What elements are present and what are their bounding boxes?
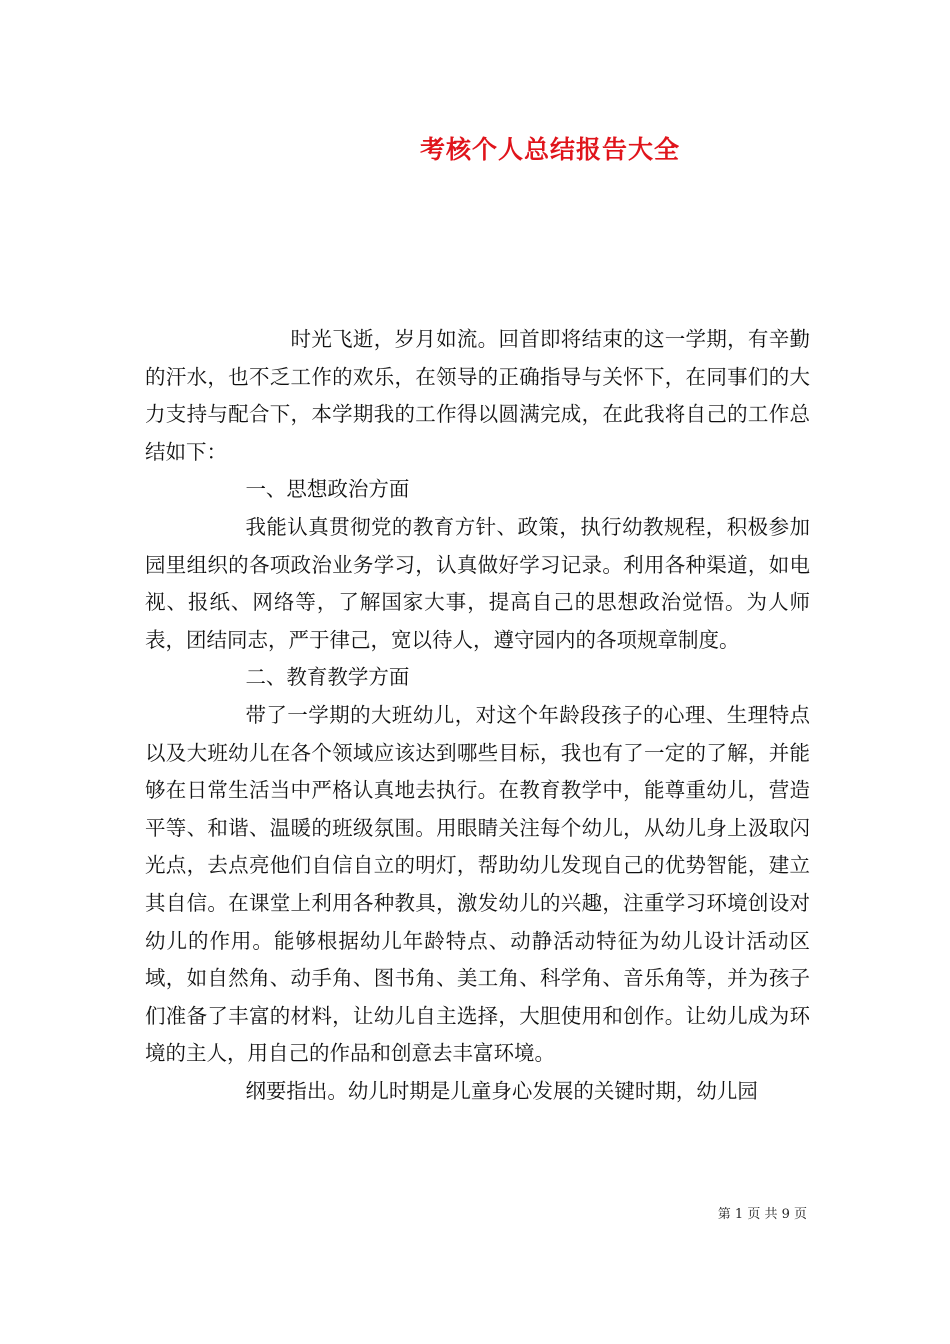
- page-number-footer: 第 1 页 共 9 页: [717, 1207, 807, 1222]
- section-heading-ideology: 一、思想政治方面: [245, 477, 410, 502]
- intro-paragraph: 时光飞逝，岁月如流。回首即将结束的这一学期，有辛勤的汗水，也不乏工作的欢乐，在领导的正确指导与关怀下，在同事们的大力支持与配合下，本学期我的工作得以圆满完成，在此我将自己的工作总结如下：: [145, 327, 810, 464]
- document-title: 考核个人总结报告大全: [419, 135, 680, 164]
- teaching-paragraph: 带了一学期的大班幼儿，对这个年龄段孩子的心理、生理特点以及大班幼儿在各个领域应该达到哪些目标，我也有了一定的了解，并能够在日常生活当中严格认真地去执行。在教育教学中，能尊重幼儿，营造平等、和谐、温暖的班级氛围。用眼睛关注每个幼儿，从幼儿身上汲取闪光点，去点亮他们自信自立的明灯，帮助幼儿发现自己的优势智能，建立其自信。在课堂上利用各种教具，激发幼儿的兴趣，注重学习环境创设对幼儿的作用。能够根据幼儿年龄特点、动静活动特征为幼儿设计活动区域，如自然角、动手角、图书角、美工角、科学角、音乐角等，并为孩子们准备了丰富的材料，让幼儿自主选择，大胆使用和创作。让幼儿成为环境的主人，用自己的作品和创意去丰富环境。: [145, 702, 810, 1066]
- document-body: [145, 321, 810, 1110]
- document-title-wrapper: [0, 130, 950, 166]
- section-heading-teaching: 二、教育教学方面: [245, 665, 410, 690]
- ideology-paragraph: 我能认真贯彻党的教育方针、政策，执行幼教规程，积极参加园里组织的各项政治业务学习，认真做好学习记录。利用各种渠道，如电视、报纸、网络等，了解国家大事，提高自己的思想政治觉悟。为人师表，团结同志，严于律己，宽以待人，遵守园内的各项规章制度。: [145, 514, 810, 652]
- outline-paragraph: 纲要指出。幼儿时期是儿童身心发展的关键时期，幼儿园: [245, 1078, 758, 1103]
